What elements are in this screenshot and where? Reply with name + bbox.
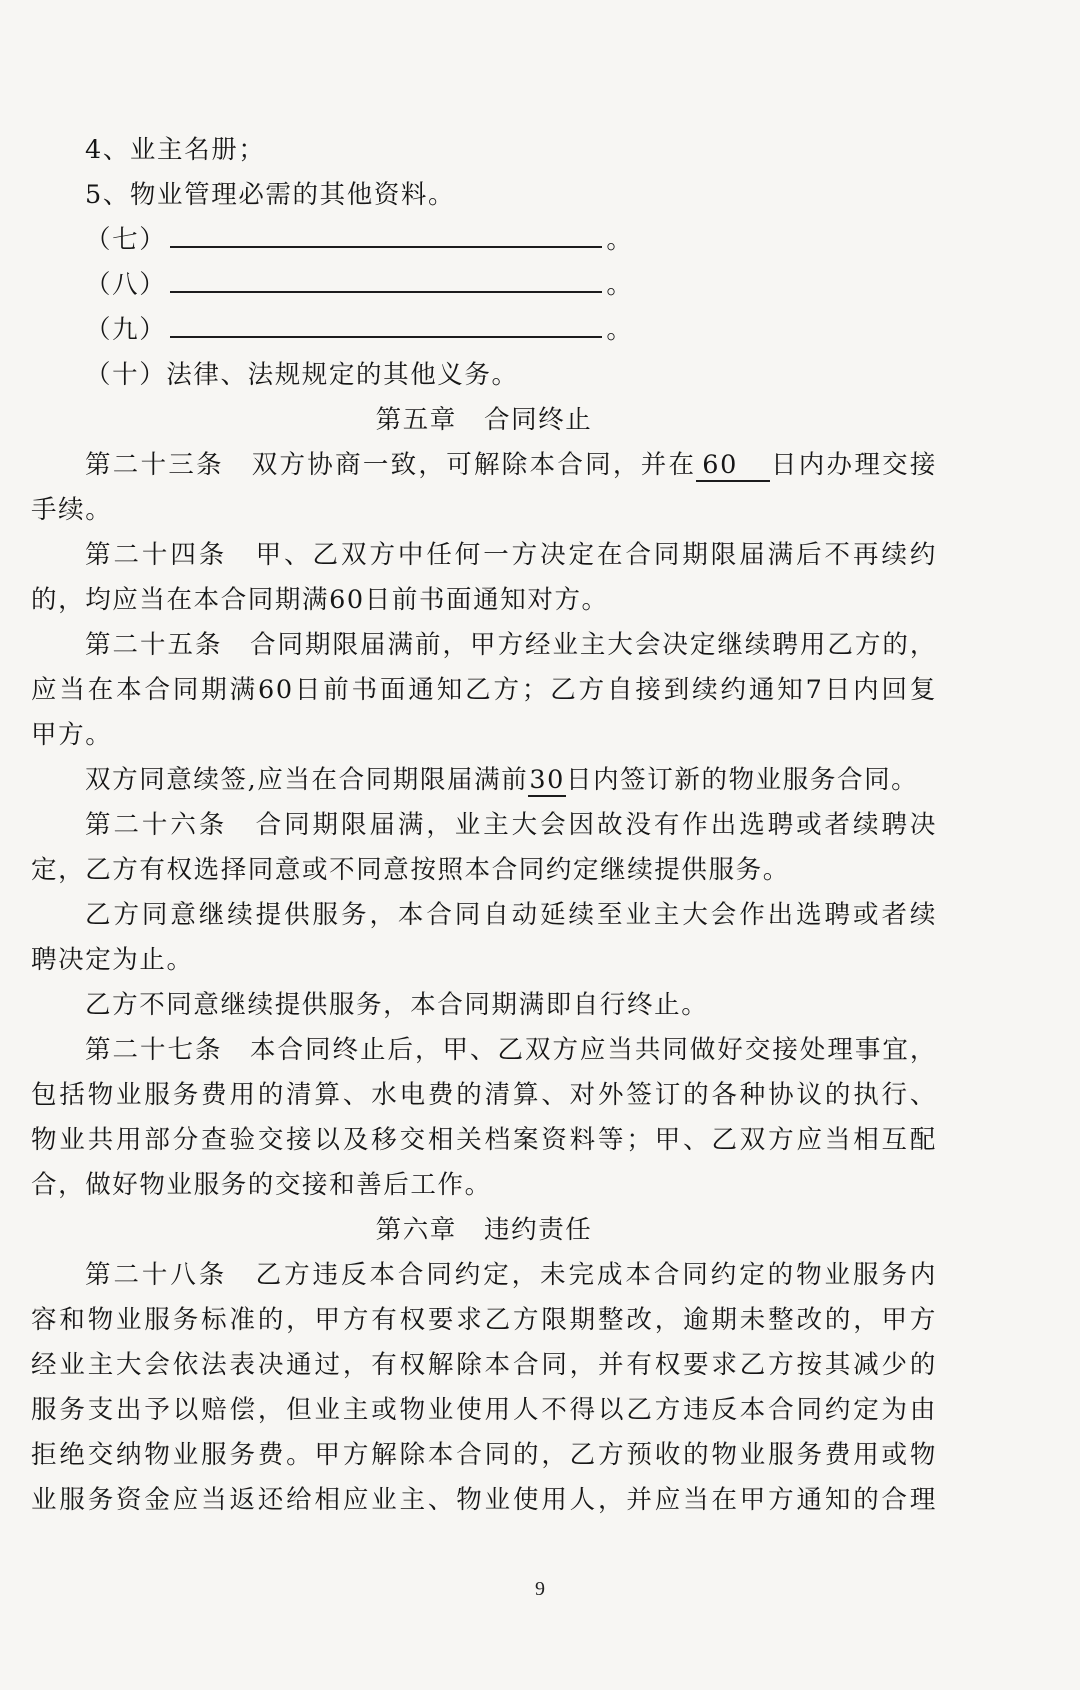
article-28-line-5: 拒绝交纳物业服务费。甲方解除本合同的，乙方预收的物业服务费用或物 [31,1440,937,1470]
article-27-line-2: 包括物业服务费用的清算、水电费的清算、对外签订的各种协议的执行、 [31,1080,937,1110]
article-25-line-3: 甲方。 [31,720,113,750]
article-24-line-2: 的，均应当在本合同期满60日前书面通知对方。 [31,585,609,615]
article-28-line-4: 服务支出予以赔偿，但业主或物业使用人不得以乙方违反本合同约定为由 [31,1395,937,1425]
article-23-line-2: 手续。 [31,495,113,525]
filled-days-30: 30 [529,765,565,795]
article-25-line-2: 应当在本合同期满60日前书面通知乙方；乙方自接到续约通知7日内回复 [31,675,937,705]
article-27-line-1: 第二十七条 本合同终止后，甲、乙双方应当共同做好交接处理事宜， [85,1035,937,1065]
chapter-six-title: 第六章 违约责任 [375,1215,593,1245]
article-28-line-6: 业服务资金应当返还给相应业主、物业使用人，并应当在甲方通知的合理 [31,1485,937,1515]
blank-item-eight: （八） 。 [31,263,937,308]
article-26-line-1: 第二十六条 合同期限届满，业主大会因故没有作出选聘或者续聘决 [85,810,937,840]
article-28-line-1: 第二十八条 乙方违反本合同约定，未完成本合同约定的物业服务内 [85,1260,937,1290]
article-24-line-1: 第二十四条 甲、乙双方中任何一方决定在合同期限届满后不再续约 [85,540,937,570]
item-other-materials: 5、物业管理必需的其他资料。 [85,180,456,210]
contract-body [31,128,937,1523]
article-27-line-4: 合，做好物业服务的交接和善后工作。 [31,1170,492,1200]
blank-underline [170,218,602,248]
blank-underline [170,263,602,293]
article-28-line-2: 容和物业服务标准的，甲方有权要求乙方限期整改，逾期未整改的，甲方 [31,1305,937,1335]
page-number: 9 [535,1578,545,1600]
article-25-line-1: 第二十五条 合同期限届满前，甲方经业主大会决定继续聘用乙方的， [85,630,937,660]
chapter-five-title: 第五章 合同终止 [375,405,593,435]
continue-service-line-1: 乙方同意继续提供服务，本合同自动延续至业主大会作出选聘或者续 [85,900,937,930]
item-owner-register: 4、业主名册； [85,135,266,165]
article-26-line-2: 定，乙方有权选择同意或不同意按照本合同约定继续提供服务。 [31,855,790,885]
continue-service-line-2: 聘决定为止。 [31,945,194,975]
blank-underline [170,308,602,338]
article-27-line-3: 物业共用部分查验交接以及移交相关档案资料等；甲、乙双方应当相互配 [31,1125,937,1155]
blank-item-nine: （九） 。 [31,308,937,353]
renewal-paragraph: 双方同意续签,应当在合同期限届满前30日内签订新的物业服务合同。 [85,765,919,795]
discontinue-service: 乙方不同意继续提供服务，本合同期满即自行终止。 [85,990,709,1020]
item-ten-legal-obligations: （十）法律、法规规定的其他义务。 [85,360,519,390]
article-28-line-3: 经业主大会依法表决通过，有权解除本合同，并有权要求乙方按其减少的 [31,1350,937,1380]
blank-item-seven: （七） 。 [31,218,937,263]
article-23-line-1: 第二十三条 双方协商一致，可解除本合同，并在 60 日内办理交接 [85,450,937,480]
filled-days-60: 60 [696,450,770,482]
